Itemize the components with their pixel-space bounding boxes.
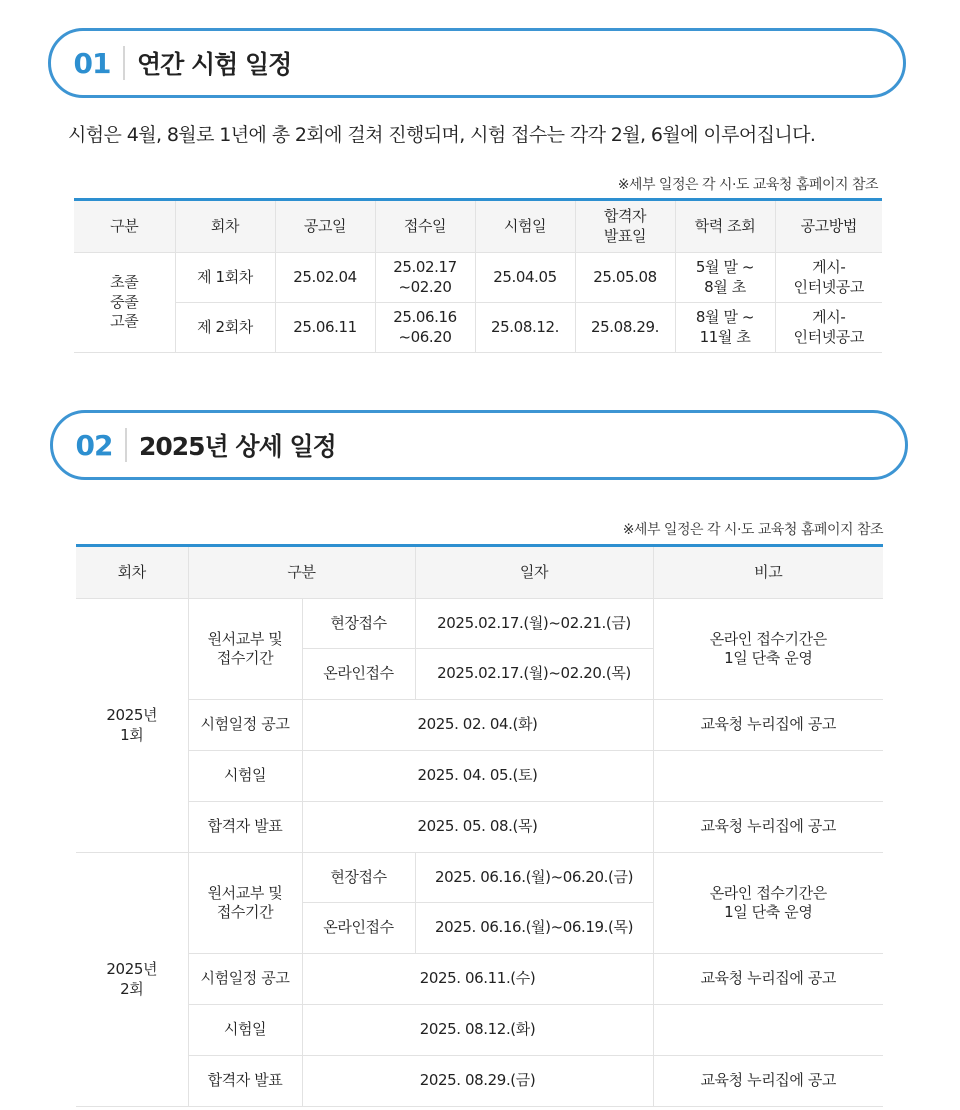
round-cell: 제 1회차 [175, 253, 275, 303]
table-row [76, 751, 883, 802]
header-cell: 구분 [188, 546, 415, 599]
table-row [76, 853, 883, 903]
notice-cell: 25.02.04 [275, 253, 375, 303]
header-cell: 비고 [653, 546, 883, 599]
table-header-row [74, 200, 882, 253]
result-label-cell: 합격자 발표 [188, 1056, 302, 1107]
header-cell: 공고일 [275, 200, 375, 253]
exam-cell: 25.08.12. [475, 303, 575, 353]
reference-note: ※세부 일정은 각 시·도 교육청 홈페이지 참조 [622, 522, 883, 538]
apply-remark-cell: 온라인 접수기간은 1일 단축 운영 [653, 853, 883, 954]
apply-cell: 25.06.16 ~06.20 [375, 303, 475, 353]
apply-remark-cell: 온라인 접수기간은 1일 단축 운영 [653, 599, 883, 700]
method-cell: 게시- 인터넷공고 [775, 303, 882, 353]
apply-cell: 25.02.17 ~02.20 [375, 253, 475, 303]
section-number: 01 [73, 46, 111, 80]
section-title: 연간 시험 일정 [137, 50, 292, 79]
exam-label-cell: 시험일 [188, 751, 302, 802]
check-cell: 8월 말 ~ 11월 초 [675, 303, 775, 353]
table-row [76, 1056, 883, 1107]
table-row [76, 1005, 883, 1056]
result-remark-cell: 교육청 누리집에 공고 [653, 802, 883, 853]
header-cell: 시험일 [475, 200, 575, 253]
header-cell: 일자 [415, 546, 653, 599]
intro-text: 시험은 4월, 8월로 1년에 총 2회에 걸쳐 진행되며, 시험 접수는 각각 2월, 6월에 이루어집니다. [68, 124, 816, 146]
table-row [74, 253, 882, 303]
notice-label-cell: 시험일정 공고 [188, 700, 302, 751]
exam-label-cell: 시험일 [188, 1005, 302, 1056]
notice-remark-cell: 교육청 누리집에 공고 [653, 954, 883, 1005]
round-label-cell: 2025년 2회 [76, 853, 188, 1107]
table-row [74, 303, 882, 353]
header-cell: 회차 [76, 546, 188, 599]
detail-schedule-table [76, 544, 883, 1107]
notice-date-cell: 2025. 06.11.(수) [302, 954, 653, 1005]
header-cell: 접수일 [375, 200, 475, 253]
header-cell: 학력 조회 [675, 200, 775, 253]
divider [125, 428, 127, 462]
section-number: 02 [75, 428, 113, 462]
annual-schedule-table [74, 198, 882, 353]
exam-remark-cell [653, 751, 883, 802]
onsite-label-cell: 현장접수 [302, 853, 415, 903]
reference-note: ※세부 일정은 각 시·도 교육청 홈페이지 참조 [617, 177, 878, 193]
result-label-cell: 합격자 발표 [188, 802, 302, 853]
exam-remark-cell [653, 1005, 883, 1056]
group-cell: 초졸 중졸 고졸 [74, 253, 175, 353]
check-cell: 5월 말 ~ 8월 초 [675, 253, 775, 303]
table-row [76, 802, 883, 853]
exam-date-cell: 2025. 04. 05.(토) [302, 751, 653, 802]
round-cell: 제 2회차 [175, 303, 275, 353]
header-cell: 합격자 발표일 [575, 200, 675, 253]
onsite-label-cell: 현장접수 [302, 599, 415, 649]
apply-label-cell: 원서교부 및 접수기간 [188, 599, 302, 700]
onsite-date-cell: 2025. 06.16.(월)~06.20.(금) [415, 853, 653, 903]
online-label-cell: 온라인접수 [302, 649, 415, 700]
divider [123, 46, 125, 80]
notice-date-cell: 2025. 02. 04.(화) [302, 700, 653, 751]
online-date-cell: 2025.02.17.(월)~02.20.(목) [415, 649, 653, 700]
method-cell: 게시- 인터넷공고 [775, 253, 882, 303]
result-date-cell: 2025. 08.29.(금) [302, 1056, 653, 1107]
notice-remark-cell: 교육청 누리집에 공고 [653, 700, 883, 751]
table-row [76, 700, 883, 751]
onsite-date-cell: 2025.02.17.(월)~02.21.(금) [415, 599, 653, 649]
section-header-detail [50, 410, 908, 480]
result-remark-cell: 교육청 누리집에 공고 [653, 1056, 883, 1107]
notice-label-cell: 시험일정 공고 [188, 954, 302, 1005]
online-label-cell: 온라인접수 [302, 903, 415, 954]
table-header-row [76, 546, 883, 599]
result-cell: 25.05.08 [575, 253, 675, 303]
round-label-cell: 2025년 1회 [76, 599, 188, 853]
online-date-cell: 2025. 06.16.(월)~06.19.(목) [415, 903, 653, 954]
table-row [76, 599, 883, 649]
notice-cell: 25.06.11 [275, 303, 375, 353]
exam-cell: 25.04.05 [475, 253, 575, 303]
section-header-annual [48, 28, 906, 98]
section-title: 2025년 상세 일정 [139, 432, 336, 461]
result-date-cell: 2025. 05. 08.(목) [302, 802, 653, 853]
result-cell: 25.08.29. [575, 303, 675, 353]
header-cell: 공고방법 [775, 200, 882, 253]
exam-date-cell: 2025. 08.12.(화) [302, 1005, 653, 1056]
header-cell: 회차 [175, 200, 275, 253]
header-cell: 구분 [74, 200, 175, 253]
table-row [76, 954, 883, 1005]
apply-label-cell: 원서교부 및 접수기간 [188, 853, 302, 954]
